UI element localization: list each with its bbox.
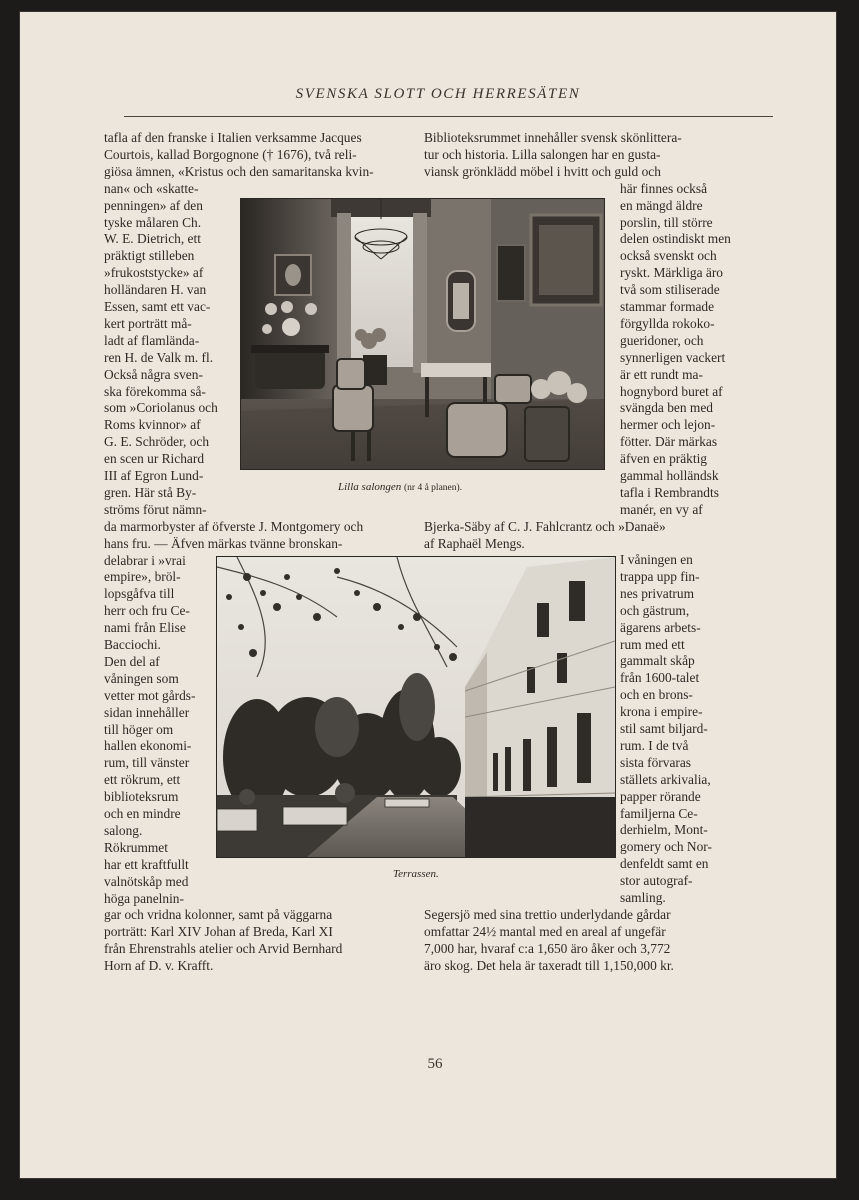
- text-line: gar och vridna kolonner, samt på väggarna: [104, 907, 333, 923]
- text-line: från Ehrenstrahls atelier och Arvid Bernhard: [104, 941, 343, 957]
- text-line: är ett rundt ma-: [620, 366, 703, 382]
- text-line: gammalt skåp: [620, 653, 695, 669]
- text-line: ladt af flamlända-: [104, 332, 200, 348]
- text-line: Den del af: [104, 653, 160, 669]
- text-line: valnötskåp med: [104, 873, 189, 889]
- text-line: nan« och «skatte-: [104, 180, 199, 196]
- text-line: Roms kvinnor» af: [104, 417, 201, 433]
- text-line: tafla i Rembrandts: [620, 484, 719, 500]
- text-line: sidan innehåller: [104, 704, 190, 720]
- text-line: präktigt stilleben: [104, 248, 195, 264]
- page-number: 56: [427, 1056, 443, 1072]
- text-line: krona i empire-: [620, 704, 703, 720]
- text-line: en mängd äldre: [620, 197, 703, 213]
- text-line: en scen ur Richard: [104, 451, 205, 467]
- text-line: Biblioteksrummet innehåller svensk skönlittera-: [424, 130, 682, 145]
- text-line: lopsgåfva till: [104, 586, 175, 602]
- text-line: ströms förut nämn-: [104, 501, 207, 517]
- text-line: derhielm, Mont-: [620, 822, 708, 838]
- text-line: här finnes också: [620, 180, 708, 196]
- salon-caption-title: Lilla salongen: [338, 481, 402, 493]
- salon-caption: [338, 481, 462, 493]
- header-rule: [124, 116, 773, 117]
- text-line: ryskt. Märkliga äro: [620, 265, 724, 281]
- text-line: från 1600-talet: [620, 670, 700, 686]
- text-line: också svenskt och: [620, 248, 717, 264]
- text-line: stor autograf-: [620, 873, 693, 889]
- text-line: stammar formade: [620, 299, 715, 314]
- text-line: nami från Elise: [104, 620, 186, 636]
- text-line: G. E. Schröder, och: [104, 434, 210, 450]
- text-line: tyske målaren Ch.: [104, 214, 202, 230]
- text-line: Essen, samt ett vac-: [104, 299, 211, 314]
- text-line: omfattar 24½ mantal med en areal af ungefär: [424, 923, 666, 939]
- text-line: hans fru. — Äfven märkas tvänne bronskan-: [104, 535, 343, 551]
- text-line: stil samt biljard-: [620, 721, 708, 736]
- text-line: Horn af D. v. Krafft.: [104, 958, 214, 974]
- text-line: kert porträtt må-: [104, 315, 192, 331]
- terrace-caption: Terrassen.: [393, 868, 439, 880]
- text-line: papper rörande: [620, 788, 701, 804]
- text-line: gomery och Nor-: [620, 839, 712, 855]
- text-line: hognybord buret af: [620, 383, 723, 399]
- text-line: förgyllda rokoko-: [620, 315, 715, 331]
- text-line: hallen ekonomi-: [104, 738, 192, 754]
- text-line: äro skog. Det hela är taxeradt till 1,150,000 kr.: [424, 957, 674, 973]
- terrace-photo: [216, 556, 616, 858]
- text-line: som »Coriolanus och: [104, 400, 218, 416]
- text-line: har ett kraftfullt: [104, 856, 189, 872]
- text-line: porslin, till större: [620, 214, 713, 230]
- text-line: ställets arkivalia,: [620, 771, 711, 787]
- text-line: gueridoner, och: [620, 332, 704, 348]
- text-line: manér, en vy af: [620, 501, 703, 517]
- text-line: holländaren H. van: [104, 282, 207, 298]
- text-line: Rökrummet: [104, 839, 168, 855]
- salon-caption-note: (nr 4 å planen).: [404, 483, 463, 493]
- text-line: våningen som: [104, 670, 179, 686]
- document-page: [20, 12, 836, 1178]
- text-line: vetter mot gårds-: [104, 687, 196, 703]
- text-line: 7,000 har, hvaraf c:a 1,650 äro åker och 3,772: [424, 940, 671, 956]
- text-line: III af Egron Lund-: [104, 468, 204, 483]
- text-line: familjerna Ce-: [620, 805, 698, 821]
- text-line: Bjerka-Säby af C. J. Fahlcrantz och »Danaë»: [424, 518, 666, 534]
- running-header: SVENSKA SLOTT OCH HERRESÄTEN: [295, 86, 581, 102]
- text-line: rum, till vänster: [104, 755, 190, 771]
- text-line: da marmorbyster af öfverste J. Montgomery och: [104, 518, 364, 534]
- text-line: höga panelnin-: [104, 890, 184, 906]
- text-line: I våningen en: [620, 552, 693, 567]
- text-line: och en mindre: [104, 806, 181, 821]
- text-line: biblioteksrum: [104, 789, 179, 805]
- text-line: af Raphaël Mengs.: [424, 535, 525, 551]
- text-line: »frukoststycke» af: [104, 265, 204, 281]
- text-line: Courtois, kallad Borgognone († 1676), två reli-: [104, 146, 357, 162]
- text-line: och en brons-: [620, 687, 693, 703]
- text-line: Segersjö med sina trettio underlydande gårdar: [424, 906, 671, 922]
- text-line: gren. Här stå By-: [104, 484, 197, 500]
- text-line: två som stiliserade: [620, 282, 720, 298]
- terrace-garden-image: [217, 557, 615, 857]
- text-line: viansk grönklädd möbel i hvitt och guld och: [424, 163, 661, 179]
- text-line: rum med ett: [620, 636, 685, 652]
- text-line: och gästrum,: [620, 602, 690, 618]
- text-line: W. E. Dietrich, ett: [104, 231, 201, 247]
- text-line: svängda ben med: [620, 400, 713, 416]
- text-line: trappa upp fin-: [620, 568, 700, 584]
- text-line: ägarens arbets-: [620, 619, 701, 635]
- text-line: denfeldt samt en: [620, 856, 709, 872]
- salon-photo: [240, 198, 605, 470]
- text-line: salong.: [104, 822, 143, 838]
- text-line: delen ostindiskt men: [620, 231, 731, 247]
- text-line: giösa ämnen, «Kristus och den samaritanska kvin-: [104, 163, 374, 179]
- text-line: herr och fru Ce-: [104, 603, 190, 619]
- text-line: rum. I de två: [620, 737, 689, 753]
- text-line: till höger om: [104, 721, 174, 737]
- text-line: samling.: [620, 890, 666, 905]
- text-line: gammal holländsk: [620, 468, 719, 483]
- text-line: Bacciochi.: [104, 637, 161, 652]
- text-line: porträtt: Karl XIV Johan af Breda, Karl XI: [104, 924, 333, 940]
- text-line: Också några sven-: [104, 366, 203, 382]
- text-line: ska förekomma så-: [104, 383, 206, 399]
- text-line: penningen» af den: [104, 197, 203, 213]
- text-line: fötter. Där märkas: [620, 434, 718, 450]
- text-line: tafla af den franske i Italien verksamme Jacques: [104, 130, 362, 145]
- text-line: nes privatrum: [620, 585, 695, 601]
- text-line: hermer och lejon-: [620, 417, 716, 433]
- text-line: empire», bröl-: [104, 569, 181, 585]
- text-line: tur och historia. Lilla salongen har en gusta-: [424, 146, 661, 162]
- text-line: äfven en präktig: [620, 451, 707, 467]
- salon-interior-image: [241, 199, 604, 469]
- text-line: ren H. de Valk m. fl.: [104, 349, 214, 365]
- text-line: ett rökrum, ett: [104, 772, 181, 788]
- text-line: sista förvaras: [620, 754, 692, 770]
- text-line: delabrar i »vrai: [104, 552, 186, 568]
- text-line: synnerligen vackert: [620, 349, 726, 365]
